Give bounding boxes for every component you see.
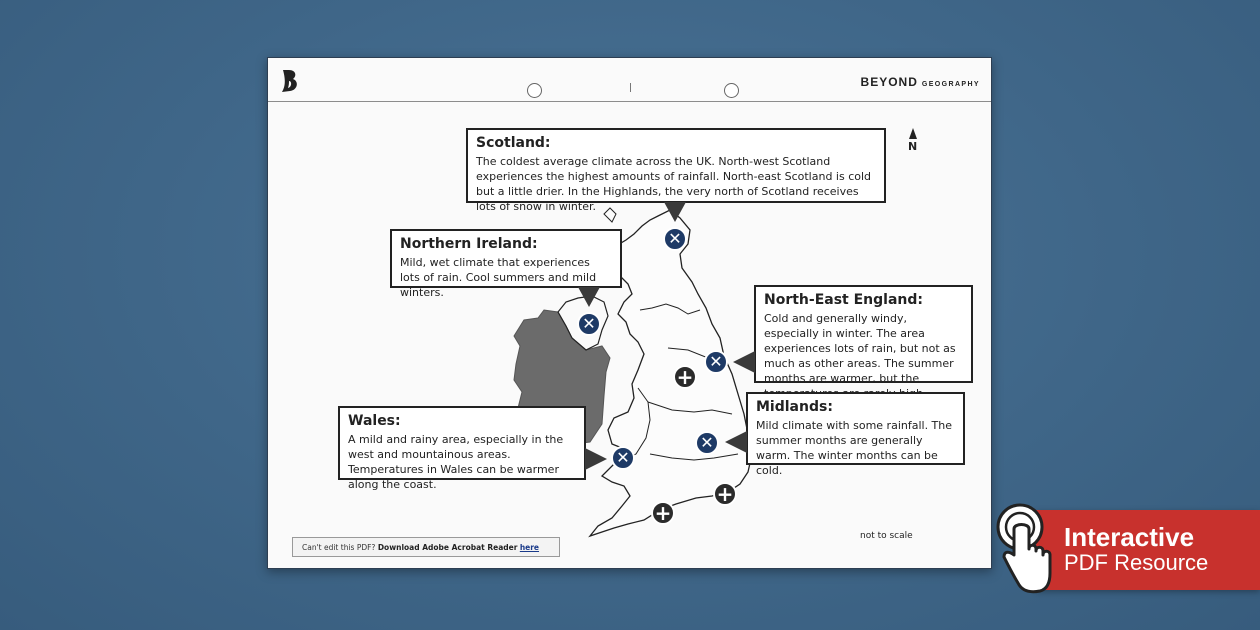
tap-hand-icon xyxy=(996,503,1054,599)
northern-ireland-pointer xyxy=(578,287,600,307)
northern-ireland-info-box xyxy=(390,229,622,299)
pdf-page xyxy=(267,57,992,569)
wales-description: A mild and rainy area, especially in the west and mountainous areas. Temperatures in Wales can be warmer along the coast. xyxy=(348,433,564,491)
badge-line2: PDF Resource xyxy=(1064,550,1209,575)
north-east-england-close-button[interactable]: ✕ xyxy=(704,350,728,374)
midlands-description: Mild climate with some rainfall. The summer months are generally warm. The winter months can be cold. xyxy=(756,419,953,477)
midlands-pointer xyxy=(725,431,747,453)
midlands-close-button[interactable]: ✕ xyxy=(695,431,719,455)
south-east-england-open-button[interactable]: + xyxy=(713,482,737,506)
north-compass: N xyxy=(908,128,917,153)
midlands-info-box xyxy=(746,392,965,477)
northern-ireland-description: Mild, wet climate that experiences lots of rain. Cool summers and mild winters. xyxy=(400,256,597,299)
wales-close-button[interactable]: ✕ xyxy=(611,446,635,470)
badge-line1: Interactive xyxy=(1064,522,1195,552)
scotland-pointer xyxy=(664,202,686,222)
northern-ireland-close-button[interactable]: ✕ xyxy=(577,312,601,336)
wales-pointer xyxy=(585,448,607,470)
acrobat-reader-notice: Can't edit this PDF? Download Adobe Acrobat Reader here xyxy=(292,537,560,557)
scotland-description: The coldest average climate across the UK. North-west Scotland experiences the highest amounts of rainfall. North-east Scotland is cold but a little drier. In the Highlands, the very north of Scotland receives lots of snow in winter. xyxy=(476,155,872,213)
brand-title: BEYOND GEOGRAPHY xyxy=(860,75,980,89)
scotland-close-button[interactable]: ✕ xyxy=(663,227,687,251)
north-west-england-open-button[interactable]: + xyxy=(673,365,697,389)
north-east-england-title: North-East England: xyxy=(764,292,924,308)
north-east-england-pointer xyxy=(733,351,755,373)
wales-title: Wales: xyxy=(348,413,401,429)
acrobat-download-link[interactable]: here xyxy=(519,543,540,552)
scotland-info-box xyxy=(466,128,886,213)
north-east-england-info-box xyxy=(754,285,973,383)
wales-info-box xyxy=(338,406,586,491)
scotland-title: Scotland: xyxy=(476,135,551,151)
south-west-england-open-button[interactable]: + xyxy=(651,501,675,525)
scale-note: not to scale xyxy=(860,531,913,541)
north-east-england-description: Cold and generally windy, especially in winter. The area experiences lots of rain, but not as much as other areas. The summer months are warmer, but the xyxy=(764,312,956,385)
midlands-title: Midlands: xyxy=(756,399,833,415)
northern-ireland-title: Northern Ireland: xyxy=(400,236,538,252)
